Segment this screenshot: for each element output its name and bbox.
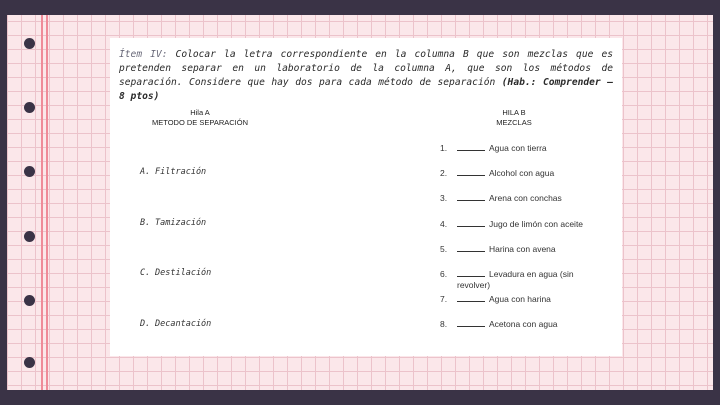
answer-blank[interactable] — [457, 269, 485, 277]
binder-ring-icon — [24, 295, 35, 306]
answer-blank[interactable] — [457, 294, 485, 302]
mixture-item — [440, 168, 610, 179]
mixture-text: Agua con tierra — [489, 143, 547, 153]
answer-blank[interactable] — [457, 143, 485, 151]
mixture-text: Acetona con agua — [489, 319, 558, 329]
answer-blank[interactable] — [457, 244, 485, 252]
method-letter: C. — [140, 268, 151, 278]
method-name: Filtración — [155, 167, 207, 177]
mixture-number: 2. — [440, 168, 448, 178]
mixture-number: 4. — [440, 219, 448, 229]
skill-points: (Hab.: Comprender – 8 ptos) — [119, 77, 613, 102]
mixture-item — [440, 219, 610, 230]
item-label: Ítem IV: — [119, 49, 168, 60]
method-letter: D. — [140, 319, 151, 329]
mixture-item — [440, 143, 610, 154]
answer-blank[interactable] — [457, 168, 485, 176]
binder-ring-icon — [24, 102, 35, 113]
mixture-text: Levadura en agua (sin — [489, 269, 574, 279]
mixture-text: Jugo de limón con aceite — [489, 219, 584, 229]
mixture-number: 7. — [440, 294, 448, 304]
instructions — [119, 48, 613, 104]
mixture-number: 5. — [440, 244, 448, 254]
mixture-text: Agua con harina — [489, 294, 551, 304]
mixture-item — [440, 319, 610, 330]
mixture-item — [440, 294, 610, 305]
mixture-item — [440, 244, 610, 255]
column-a-heading-line2: METODO DE SEPARACIÓN — [152, 118, 248, 127]
binder-ring-icon — [24, 166, 35, 177]
mixture-number: 6. — [440, 269, 448, 279]
margin-line — [46, 15, 48, 390]
binder-ring-icon — [24, 357, 35, 368]
column-b-heading-line2: MEZCLAS — [496, 118, 532, 127]
mixture-text: Harina con avena — [489, 244, 556, 254]
method-name: Tamización — [155, 218, 207, 228]
binder-ring-icon — [24, 38, 35, 49]
method-item — [140, 218, 206, 228]
method-item — [140, 319, 211, 329]
answer-blank[interactable] — [457, 193, 485, 201]
column-b-heading-line1: HILA B — [502, 108, 526, 117]
instructions-text: Colocar la letra correspondiente en la columna B que son mezclas que es pretenden separar en un laboratorio de la columna A, que son los métodos de separación. Considere que hay dos para cada método de separación — [119, 49, 613, 88]
method-letter: B. — [140, 218, 151, 228]
mixture-number: 1. — [440, 143, 448, 153]
mixture-number: 3. — [440, 193, 448, 203]
column-b-heading — [464, 108, 564, 128]
mixture-item — [440, 269, 610, 291]
mixture-text: Arena con conchas — [489, 193, 562, 203]
margin-line — [41, 15, 43, 390]
method-letter: A. — [140, 167, 151, 177]
binder-ring-icon — [24, 231, 35, 242]
worksheet-card — [110, 38, 622, 356]
mixture-text: Alcohol con agua — [489, 168, 555, 178]
mixture-item — [440, 193, 610, 204]
method-name: Decantación — [155, 319, 212, 329]
method-name: Destilación — [155, 268, 212, 278]
method-item — [140, 268, 211, 278]
method-item — [140, 167, 206, 177]
mixture-number: 8. — [440, 319, 448, 329]
column-a-heading-line1: Hila A — [190, 108, 210, 117]
answer-blank[interactable] — [457, 219, 485, 227]
mixture-text-continued: revolver) — [457, 280, 491, 290]
column-a-heading — [135, 108, 265, 128]
answer-blank[interactable] — [457, 319, 485, 327]
